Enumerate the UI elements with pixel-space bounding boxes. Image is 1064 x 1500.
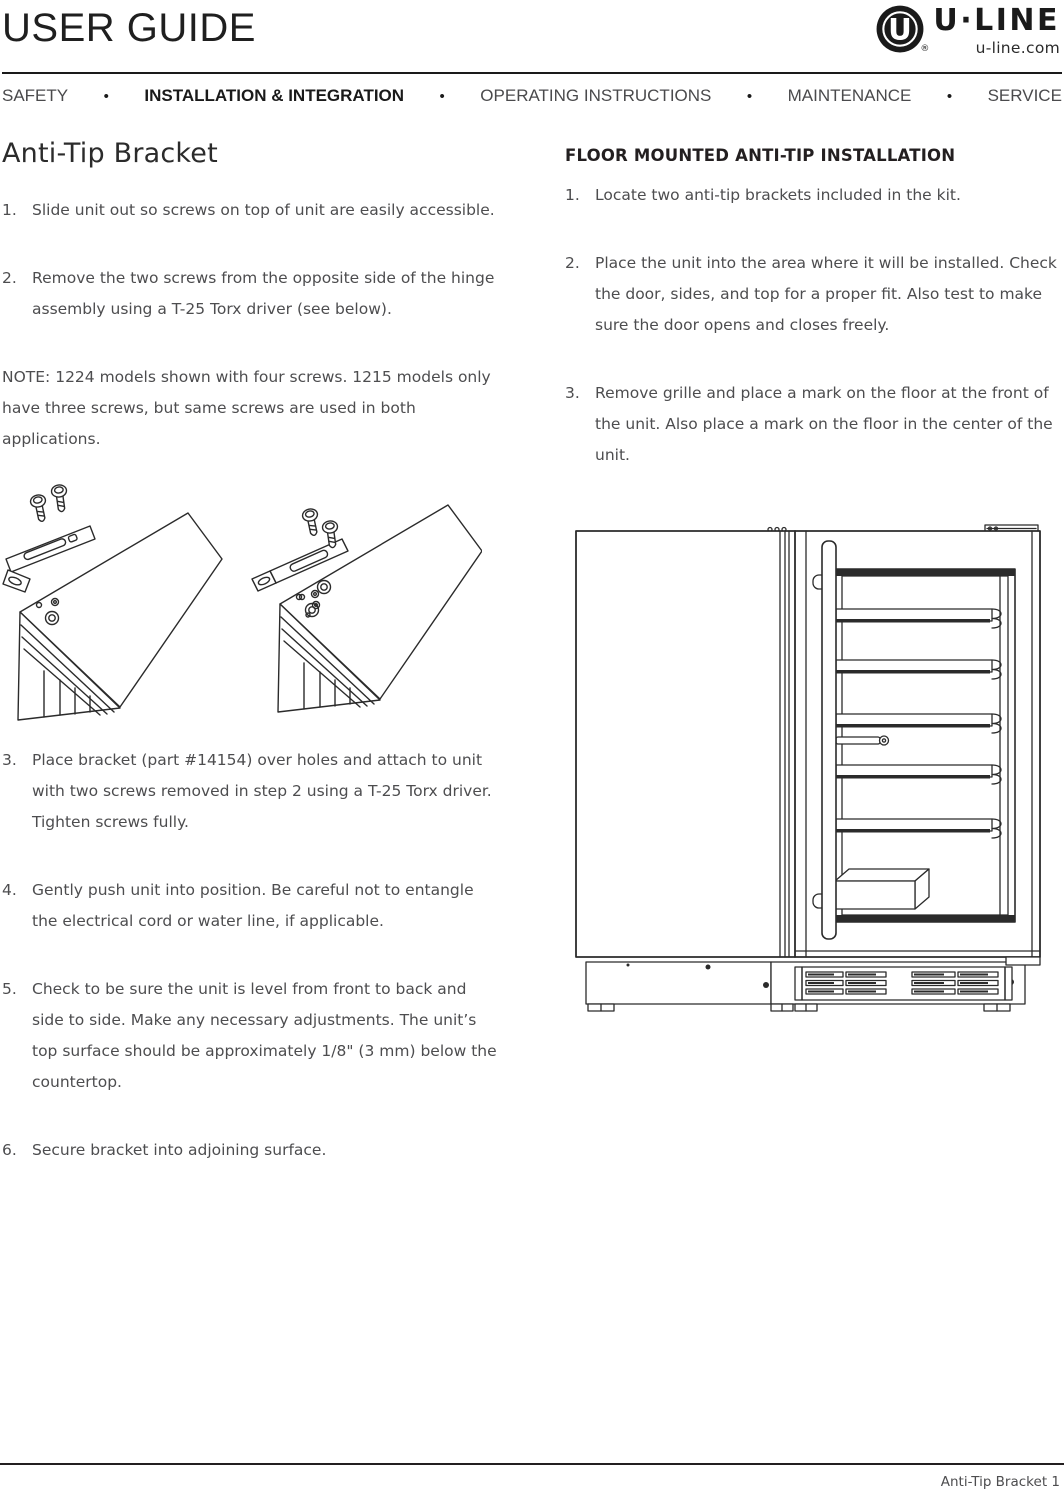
nav-item-installation: INSTALLATION & INTEGRATION (144, 86, 405, 105)
step-text: Gently push unit into position. Be careful not to entangle the electrical cord or water line, if applicable. (32, 881, 474, 930)
nav-separator: • (439, 88, 445, 105)
nav-separator: • (746, 88, 753, 105)
brand-website: u-line.com (975, 38, 1060, 57)
step-2 (2, 263, 499, 325)
nav-item-maintenance: MAINTENANCE (787, 86, 912, 105)
step-number: 4. (2, 881, 17, 899)
interior-box (835, 869, 929, 909)
step-number: 2. (2, 269, 17, 287)
step-number: 6. (2, 1141, 17, 1159)
drawing-bracket-attached (252, 505, 482, 712)
footer (0, 1463, 1064, 1490)
registered-mark: ® (920, 44, 930, 54)
header (2, 0, 1062, 74)
left-column (2, 106, 499, 1203)
step-text: Remove the two screws from the opposite side of the hinge assembly using a T-25 Torx driver (see below). (32, 269, 495, 318)
nav-item-operating: OPERATING INSTRUCTIONS (480, 86, 712, 105)
step-text: Locate two anti-tip brackets included in the kit. (595, 186, 961, 204)
content (2, 106, 1062, 1203)
step-3 (2, 745, 499, 838)
step-number: 2. (565, 254, 580, 272)
screw-icon (29, 494, 49, 523)
anti-tip-bracket-attachment-diagram (2, 481, 482, 739)
floor-mounted-unit-front-view-diagram (573, 521, 1053, 1021)
step-text: Remove grille and place a mark on the floor at the front of the unit. Also place a mark on the floor in the center of the unit. (595, 384, 1053, 464)
brand-logo (875, 4, 1060, 57)
section-nav (2, 86, 1062, 106)
nav-item-safety: SAFETY (2, 86, 69, 105)
step-number: 1. (2, 201, 17, 219)
step-number: 1. (565, 186, 580, 204)
step-4 (2, 875, 499, 937)
screw-icon (51, 484, 70, 513)
nav-separator: • (946, 88, 953, 105)
floor-step-2 (565, 248, 1062, 341)
drawing-bracket-detached (3, 484, 222, 720)
page-footer-label: Anti-Tip Bracket 1 (940, 1474, 1060, 1490)
step-number: 3. (565, 384, 580, 402)
step-text: Place the unit into the area where it will be installed. Check the door, sides, and top for a proper fit. Also test to make sure the door opens and closes freely. (595, 254, 1057, 334)
step-text: Slide unit out so screws on top of unit are easily accessible. (32, 201, 495, 219)
step-text: Secure bracket into adjoining surface. (32, 1141, 327, 1159)
step-text: Place bracket (part #14154) over holes and attach to unit with two screws removed in step 2 using a T-25 Torx driver. Tighten screws fully. (32, 751, 492, 831)
step-number: 3. (2, 751, 17, 769)
nav-separator: • (103, 88, 109, 105)
step-5 (2, 974, 499, 1098)
right-column (565, 106, 1062, 1203)
page-title: Anti-Tip Bracket (2, 138, 218, 169)
step-number: 5. (2, 980, 17, 998)
logo-monogram: U (888, 12, 913, 47)
floor-step-3 (565, 378, 1062, 471)
probe-bar (836, 736, 889, 745)
floor-step-1 (565, 180, 1062, 211)
nav-item-service: SERVICE (987, 86, 1062, 105)
uline-logo-icon (875, 4, 930, 56)
step-6 (2, 1135, 499, 1166)
screw-icon (301, 508, 321, 537)
unit-feet (588, 1004, 1010, 1011)
section-heading: FLOOR MOUNTED ANTI-TIP INSTALLATION (565, 146, 956, 165)
note-paragraph: NOTE: 1224 models shown with four screws. 1215 models only have three screws, but same screws are used in both applications. (2, 368, 491, 448)
step-text: Check to be sure the unit is level from front to back and side to side. Make any necessary adjustments. The unit’s top surface should be approximately 1/8" (3 mm) below the countertop. (32, 980, 497, 1091)
brand-wordmark: U·LINE (933, 3, 1060, 38)
doc-title: USER GUIDE (2, 6, 256, 50)
step-1 (2, 195, 499, 226)
